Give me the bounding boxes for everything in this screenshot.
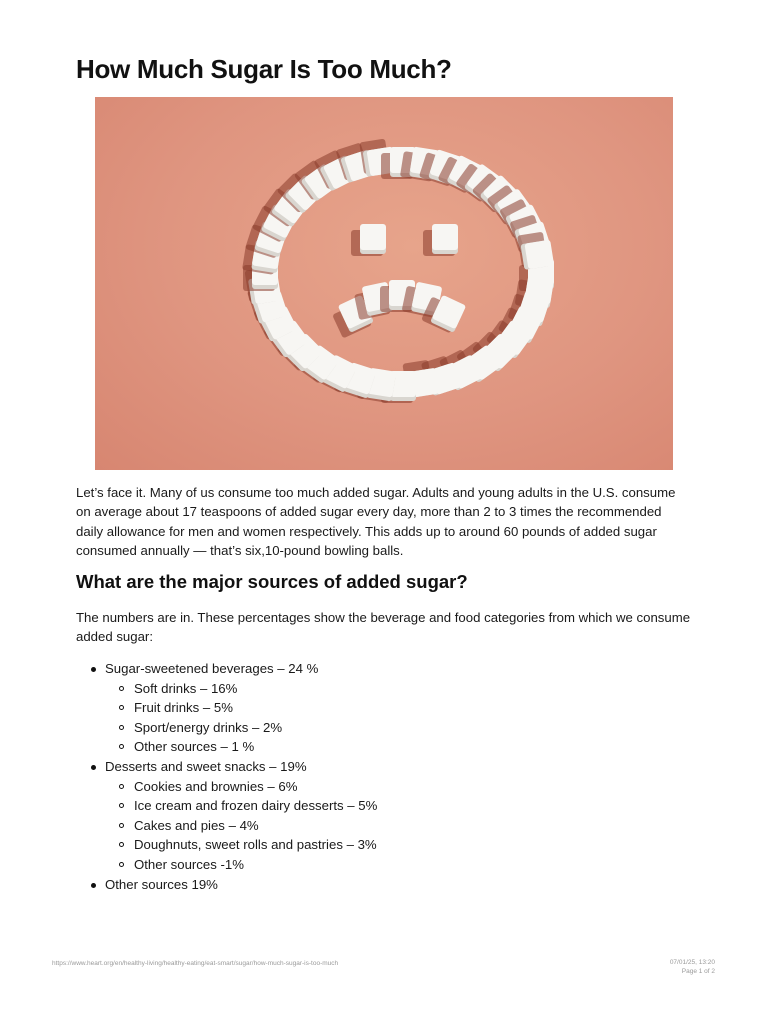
sub-list-item: Sport/energy drinks – 2% (105, 718, 692, 738)
sub-list-item: Doughnuts, sweet rolls and pastries – 3% (105, 835, 692, 855)
sugar-cube (351, 224, 386, 256)
sub-list (105, 679, 692, 757)
sub-list-item: Cakes and pies – 4% (105, 816, 692, 836)
section-heading: What are the major sources of added sugar? (76, 571, 468, 592)
sugar-sources-list (76, 659, 692, 894)
list-item-label: Sugar-sweetened beverages – 24 % (105, 661, 319, 676)
footer-url[interactable]: https://www.heart.org/en/healthy-living/healthy-eating/eat-smart/sugar/how-much-sugar-is-too-much (52, 960, 339, 967)
sub-list-item: Other sources – 1 % (105, 737, 692, 757)
footer-meta (670, 959, 715, 976)
intro-paragraph: Let’s face it. Many of us consume too much added sugar. Adults and young adults in the U.S. consume on average about 17 teaspoons of added sugar every day, more than 2 to 3 times the recommended daily allowance for men and women respectively. This adds up to around 60 pounds of added sugar consumed annually — that’s six,10-pound bowling balls. (76, 485, 676, 559)
sugar-cube (517, 231, 554, 271)
page-title: How Much Sugar Is Too Much? (76, 54, 452, 84)
hero-image (95, 97, 673, 470)
list-item (76, 875, 692, 895)
sub-list-item: Ice cream and frozen dairy desserts – 5% (105, 796, 692, 816)
sub-list (105, 777, 692, 875)
footer-page-number: Page 1 of 2 (681, 967, 715, 975)
footer-datetime: 07/01/25, 13:20 (669, 959, 715, 966)
sub-list-item: Fruit drinks – 5% (105, 698, 692, 718)
sources-lead-paragraph: The numbers are in. These percentages show the beverage and food categories from which we consume added sugar: (76, 610, 691, 645)
sugar-cube (423, 224, 458, 256)
sub-list-item: Cookies and brownies – 6% (105, 777, 692, 797)
list-item (76, 757, 692, 875)
sub-list-item: Soft drinks – 16% (105, 679, 692, 699)
list-item-label: Desserts and sweet snacks – 19% (105, 758, 307, 774)
sugar-cube-sad-face-illustration (95, 97, 673, 470)
list-item (76, 659, 692, 757)
list-item-label: Other sources 19% (105, 876, 218, 892)
sub-list-item: Other sources -1% (105, 855, 692, 875)
